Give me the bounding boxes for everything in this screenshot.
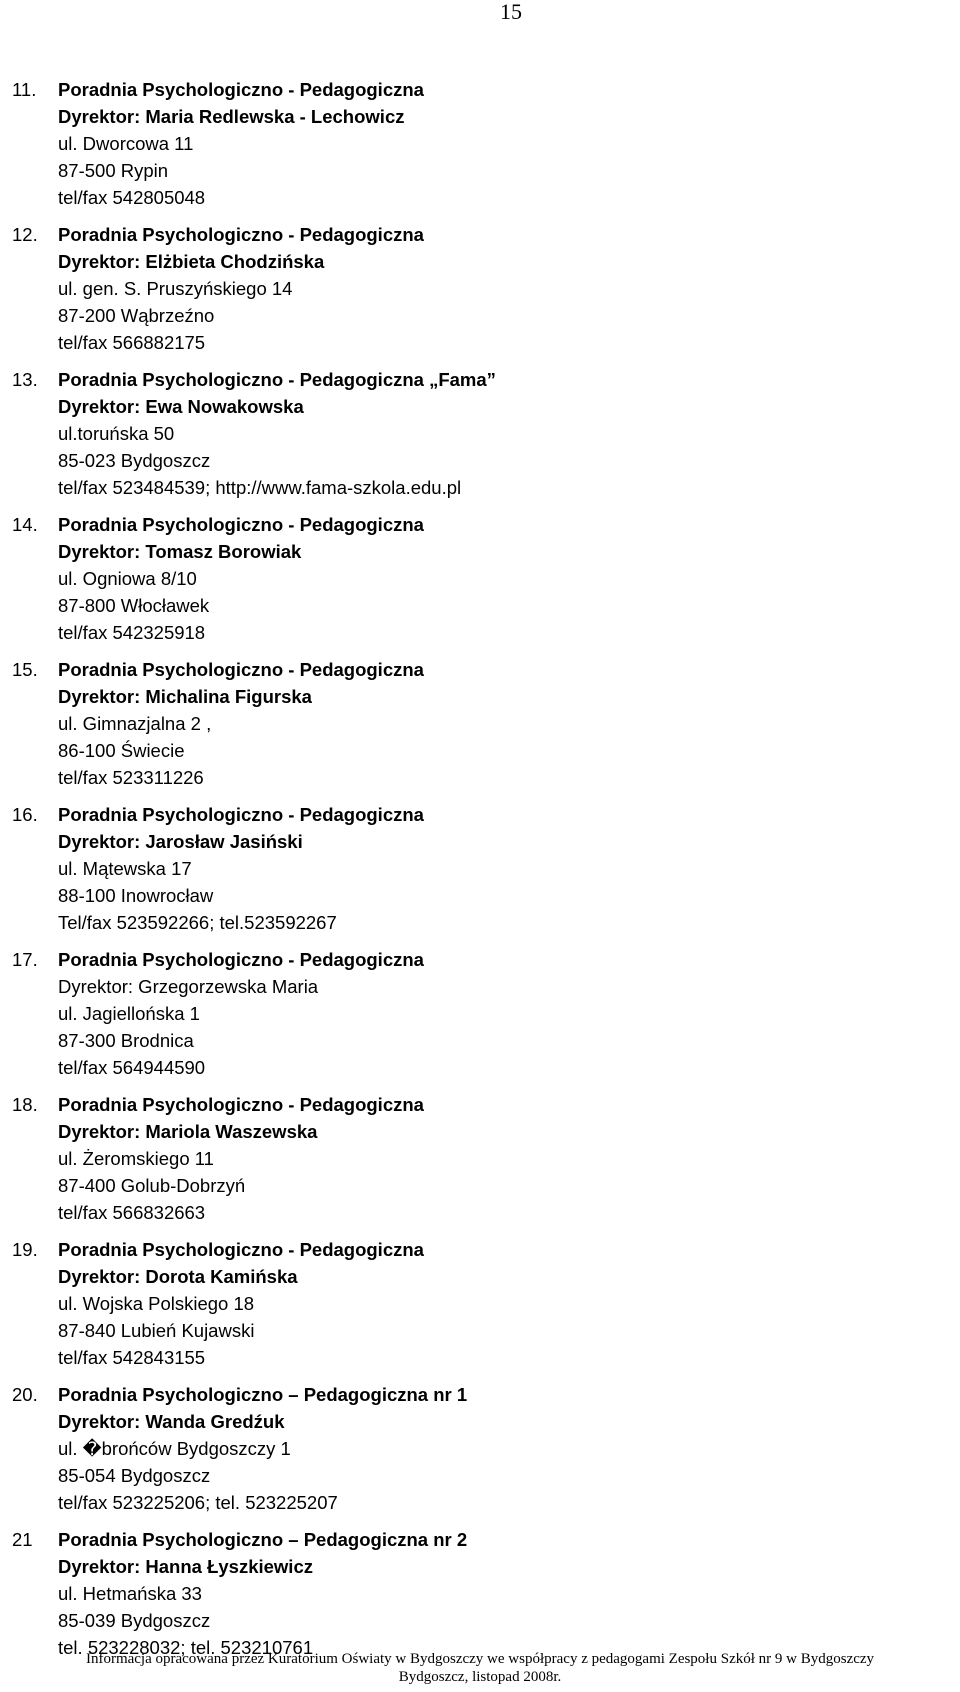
contact-info: tel/fax 523311226	[58, 767, 204, 788]
postal-city: 87-300 Brodnica	[58, 1030, 194, 1051]
contact-info: tel/fax 523484539; http://www.fama-szkola.edu.pl	[58, 477, 462, 498]
postal-city: 88-100 Inowrocław	[58, 885, 214, 906]
list-item	[0, 366, 960, 501]
director: Dyrektor: Tomasz Borowiak	[58, 541, 302, 562]
institution-name: Poradnia Psychologiczno - Pedagogiczna „Fama”	[58, 369, 496, 390]
list-item	[0, 76, 960, 211]
entry-number: 19.	[12, 1239, 38, 1260]
list-item	[0, 1381, 960, 1516]
director: Dyrektor: Grzegorzewska Maria	[58, 976, 319, 997]
street-address: ul. Mątewska 17	[58, 858, 192, 879]
contact-info: tel/fax 566832663	[58, 1202, 206, 1223]
director: Dyrektor: Elżbieta Chodzińska	[58, 251, 325, 272]
postal-city: 87-500 Rypin	[58, 160, 169, 181]
list-item	[0, 656, 960, 791]
entry-number: 21	[12, 1529, 33, 1550]
list-item	[0, 1526, 960, 1661]
institution-name: Poradnia Psychologiczno - Pedagogiczna	[58, 949, 424, 970]
entry-number: 14.	[12, 514, 38, 535]
director: Dyrektor: Hanna Łyszkiewicz	[58, 1556, 313, 1577]
institution-name: Poradnia Psychologiczno - Pedagogiczna	[58, 1239, 424, 1260]
director: Dyrektor: Maria Redlewska - Lechowicz	[58, 106, 405, 127]
contact-info: tel/fax 542843155	[58, 1347, 206, 1368]
street-address: ul. �brońców Bydgoszczy 1	[58, 1438, 291, 1459]
postal-city: 87-840 Lubień Kujawski	[58, 1320, 255, 1341]
director: Dyrektor: Dorota Kamińska	[58, 1266, 298, 1287]
contact-info: tel/fax 523225206; tel. 523225207	[58, 1492, 338, 1513]
director: Dyrektor: Michalina Figurska	[58, 686, 312, 707]
contact-info: tel/fax 566882175	[58, 332, 206, 353]
contact-info: Tel/fax 523592266; tel.523592267	[58, 912, 337, 933]
street-address: ul. Żeromskiego 11	[58, 1148, 214, 1169]
institution-name: Poradnia Psychologiczno - Pedagogiczna	[58, 659, 424, 680]
street-address: ul. Dworcowa 11	[58, 133, 194, 154]
page-footer	[0, 1650, 960, 1686]
entry-number: 16.	[12, 804, 38, 825]
institution-name: Poradnia Psychologiczno – Pedagogiczna nr 1	[58, 1384, 468, 1405]
institution-name: Poradnia Psychologiczno - Pedagogiczna	[58, 804, 424, 825]
director: Dyrektor: Wanda Gredźuk	[58, 1411, 285, 1432]
list-item	[0, 511, 960, 646]
list-item	[0, 1236, 960, 1371]
contact-info: tel/fax 542325918	[58, 622, 206, 643]
contact-info: tel/fax 542805048	[58, 187, 206, 208]
entry-number: 11.	[12, 79, 37, 100]
street-address: ul. Jagiellońska 1	[58, 1003, 200, 1024]
entry-number: 20.	[12, 1384, 38, 1405]
street-address: ul. Gimnazjalna 2 ,	[58, 713, 212, 734]
postal-city: 86-100 Świecie	[58, 740, 185, 761]
institution-name: Poradnia Psychologiczno – Pedagogiczna nr 2	[58, 1529, 468, 1550]
postal-city: 85-054 Bydgoszcz	[58, 1465, 211, 1486]
postal-city: 87-400 Golub-Dobrzyń	[58, 1175, 246, 1196]
list-item	[0, 1091, 960, 1226]
list-item	[0, 221, 960, 356]
street-address: ul. Wojska Polskiego 18	[58, 1293, 255, 1314]
contact-info: tel. 523228032; tel. 523210761	[58, 1637, 314, 1658]
institution-name: Poradnia Psychologiczno - Pedagogiczna	[58, 224, 424, 245]
institution-name: Poradnia Psychologiczno - Pedagogiczna	[58, 1094, 424, 1115]
institution-name: Poradnia Psychologiczno - Pedagogiczna	[58, 79, 424, 100]
footer-credit: Informacja opracowana przez Kuratorium Oświaty w Bydgoszczy we współpracy z pedagogami Zespołu Szkół nr 9 w Bydgoszczy	[85, 1651, 875, 1667]
postal-city: 87-800 Włocławek	[58, 595, 210, 616]
street-address: ul. Hetmańska 33	[58, 1583, 202, 1604]
contact-info: tel/fax 564944590	[58, 1057, 206, 1078]
postal-city: 87-200 Wąbrzeźno	[58, 305, 215, 326]
street-address: ul.toruńska 50	[58, 423, 175, 444]
entry-number: 17.	[12, 949, 38, 970]
postal-city: 85-039 Bydgoszcz	[58, 1610, 211, 1631]
list-item	[0, 946, 960, 1081]
postal-city: 85-023 Bydgoszcz	[58, 450, 211, 471]
institution-list	[0, 76, 960, 1671]
director: Dyrektor: Jarosław Jasiński	[58, 831, 303, 852]
list-item	[0, 801, 960, 936]
street-address: ul. Ogniowa 8/10	[58, 568, 197, 589]
entry-number: 12.	[12, 224, 38, 245]
director: Dyrektor: Mariola Waszewska	[58, 1121, 318, 1142]
entry-number: 15.	[12, 659, 38, 680]
director: Dyrektor: Ewa Nowakowska	[58, 396, 304, 417]
footer-date: Bydgoszcz, listopad 2008r.	[398, 1669, 562, 1685]
street-address: ul. gen. S. Pruszyńskiego 14	[58, 278, 293, 299]
page-number: 15	[500, 0, 522, 24]
institution-name: Poradnia Psychologiczno - Pedagogiczna	[58, 514, 424, 535]
entry-number: 13.	[12, 369, 38, 390]
entry-number: 18.	[12, 1094, 38, 1115]
